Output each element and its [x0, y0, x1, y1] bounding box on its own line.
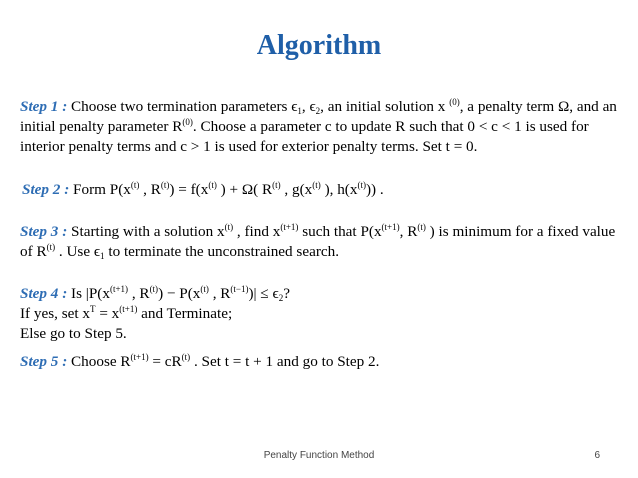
superscript: (t+1) — [130, 352, 149, 362]
superscript: (t+1) — [280, 222, 299, 232]
footer-title: Penalty Function Method — [263, 450, 375, 461]
step-2-text: )) . — [365, 181, 384, 198]
step-5-label: Step 5 : — [20, 353, 68, 370]
step-4-line-2 — [20, 304, 620, 324]
superscript: (t) — [312, 180, 321, 190]
step-4-text: ) − P(x — [158, 285, 201, 302]
step-4-label: Step 4 : — [20, 285, 68, 302]
step-2-text: ), h(x — [320, 181, 358, 198]
step-2-text: , g(x — [280, 181, 313, 198]
superscript: T — [90, 304, 96, 314]
superscript: (t+1) — [119, 304, 138, 314]
step-4-text: , R — [208, 285, 231, 302]
step-1-text: , a penalty term Ω, and an initial penalty parameter R — [20, 98, 617, 135]
step-3-label: Step 3 : — [20, 223, 68, 240]
superscript: (t) — [160, 180, 170, 190]
step-3-text: . Use ϵ — [55, 243, 101, 260]
step-4 — [20, 284, 620, 344]
step-1-text: , an initial solution x — [320, 98, 450, 115]
superscript: (0) — [182, 117, 193, 127]
superscript: (t) — [46, 242, 56, 252]
superscript: (t+1) — [381, 222, 400, 232]
superscript: (t) — [181, 352, 191, 362]
step-5-text: = cR — [148, 353, 182, 370]
step-2-text: Form P(x — [69, 181, 131, 198]
step-1-text: Choose two termination parameters ϵ — [67, 98, 298, 115]
step-4-text: ? — [283, 285, 290, 302]
step-4-text: , R — [128, 285, 150, 302]
step-3-text: , R — [399, 223, 418, 240]
superscript: (t) — [208, 180, 217, 190]
step-1-text: . Choose a parameter c to update R such that 0 < c < 1 is used for interior penalty terms and c > 1 is used for exterior penalty terms. Set t = 0. — [20, 118, 589, 155]
subscript: 1 — [297, 106, 302, 116]
superscript: (0) — [449, 97, 460, 107]
step-4-line-3: Else go to Step 5. — [20, 325, 127, 342]
superscript: (t) — [200, 284, 209, 294]
step-3-text: Starting with a solution x — [67, 223, 225, 240]
step-3-text: ) is minimum for a fixed value of R — [20, 223, 616, 260]
step-1 — [20, 97, 620, 157]
step-4-text: Is |P(x — [67, 285, 110, 302]
step-4-text: )| ≤ ϵ — [248, 285, 279, 302]
superscript: (t+1) — [109, 284, 129, 294]
step-3 — [20, 222, 620, 262]
step-4-text: = x — [95, 305, 120, 322]
step-3-text: such that P(x — [298, 223, 382, 240]
page-title: Algorithm — [256, 30, 382, 61]
step-4-text: and Terminate; — [137, 305, 233, 322]
step-3-text: to terminate the unconstrained search. — [104, 243, 340, 260]
superscript: (t) — [130, 180, 140, 190]
step-3-text: , find x — [233, 223, 281, 240]
step-2-label: Step 2 : — [22, 181, 70, 198]
step-4-line-1 — [20, 284, 620, 304]
step-1-label: Step 1 : — [20, 98, 68, 115]
subscript: 2 — [278, 293, 284, 303]
page-number: 6 — [594, 450, 600, 461]
superscript: (t) — [224, 222, 234, 232]
step-5-text: . Set t = t + 1 and go to Step 2. — [190, 353, 380, 370]
step-2 — [22, 180, 622, 200]
step-2-text: ) + Ω( R — [216, 181, 273, 198]
superscript: (t−1) — [230, 284, 249, 294]
subscript: 1 — [100, 251, 105, 261]
step-2-text: ) = f(x — [169, 181, 209, 198]
step-5 — [20, 352, 620, 372]
step-5-text: Choose R — [67, 353, 131, 370]
step-4-text: If yes, set x — [20, 305, 91, 322]
superscript: (t) — [417, 222, 426, 232]
superscript: (t) — [357, 180, 366, 190]
step-2-text: , R — [139, 181, 161, 198]
superscript: (t) — [272, 180, 281, 190]
subscript: 2 — [315, 106, 321, 116]
step-1-text: , ϵ — [301, 98, 316, 115]
superscript: (t) — [149, 284, 159, 294]
